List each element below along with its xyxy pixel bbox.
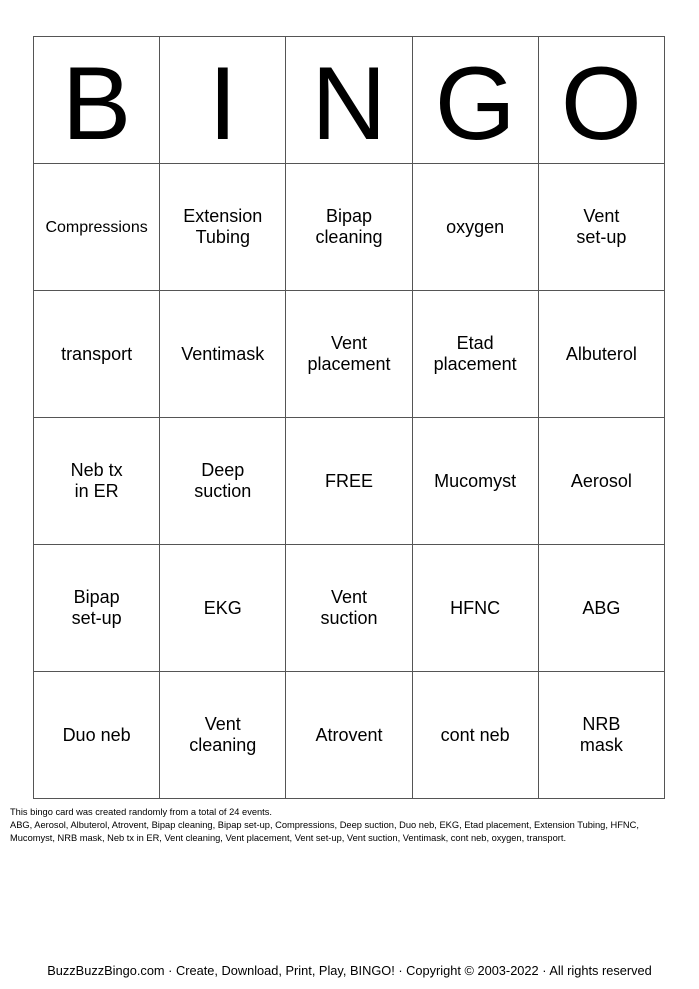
card-cell: Vent suction (286, 545, 412, 672)
card-cell: cont neb (412, 672, 538, 799)
header-letter-o: O (538, 37, 664, 164)
card-row-5 (34, 672, 665, 799)
card-cell: Neb tx in ER (34, 418, 160, 545)
site-footer: BuzzBuzzBingo.com · Create, Download, Print, Play, BINGO! · Copyright © 2003-2022 · All rights reserved (47, 963, 652, 978)
card-cell: Deep suction (160, 418, 286, 545)
card-row-2 (34, 291, 665, 418)
card-cell: Vent set-up (538, 164, 664, 291)
card-cell: oxygen (412, 164, 538, 291)
card-cell: ABG (538, 545, 664, 672)
header-row (34, 37, 665, 164)
header-letter-i: I (160, 37, 286, 164)
description-line: This bingo card was created randomly from a total of 24 events. (10, 807, 272, 817)
card-cell: Vent placement (286, 291, 412, 418)
card-cell: Compressions (34, 164, 160, 291)
card-cell: Mucomyst (412, 418, 538, 545)
card-row-4 (34, 545, 665, 672)
bingo-card (33, 36, 665, 799)
card-cell: Bipap set-up (34, 545, 160, 672)
card-cell: Duo neb (34, 672, 160, 799)
card-cell: Vent cleaning (160, 672, 286, 799)
free-space-cell: FREE (286, 418, 412, 545)
events-list-line: ABG, Aerosol, Albuterol, Atrovent, Bipap cleaning, Bipap set-up, Compressions, Deep suction, Duo neb, EKG, Etad placement, Extension Tubing, HFNC, (10, 820, 639, 830)
card-cell: Bipap cleaning (286, 164, 412, 291)
card-cell: Atrovent (286, 672, 412, 799)
card-cell: HFNC (412, 545, 538, 672)
card-cell: Extension Tubing (160, 164, 286, 291)
card-description (10, 806, 670, 845)
card-cell: Aerosol (538, 418, 664, 545)
card-row-1 (34, 164, 665, 291)
card-cell: transport (34, 291, 160, 418)
header-letter-g: G (412, 37, 538, 164)
card-cell: Ventimask (160, 291, 286, 418)
events-list-line: Mucomyst, NRB mask, Neb tx in ER, Vent cleaning, Vent placement, Vent set-up, Vent suction, Ventimask, cont neb, oxygen, transport. (10, 833, 567, 843)
card-cell: Albuterol (538, 291, 664, 418)
card-cell: EKG (160, 545, 286, 672)
card-row-3 (34, 418, 665, 545)
card-cell: NRB mask (538, 672, 664, 799)
header-letter-n: N (286, 37, 412, 164)
header-letter-b: B (34, 37, 160, 164)
card-cell: Etad placement (412, 291, 538, 418)
